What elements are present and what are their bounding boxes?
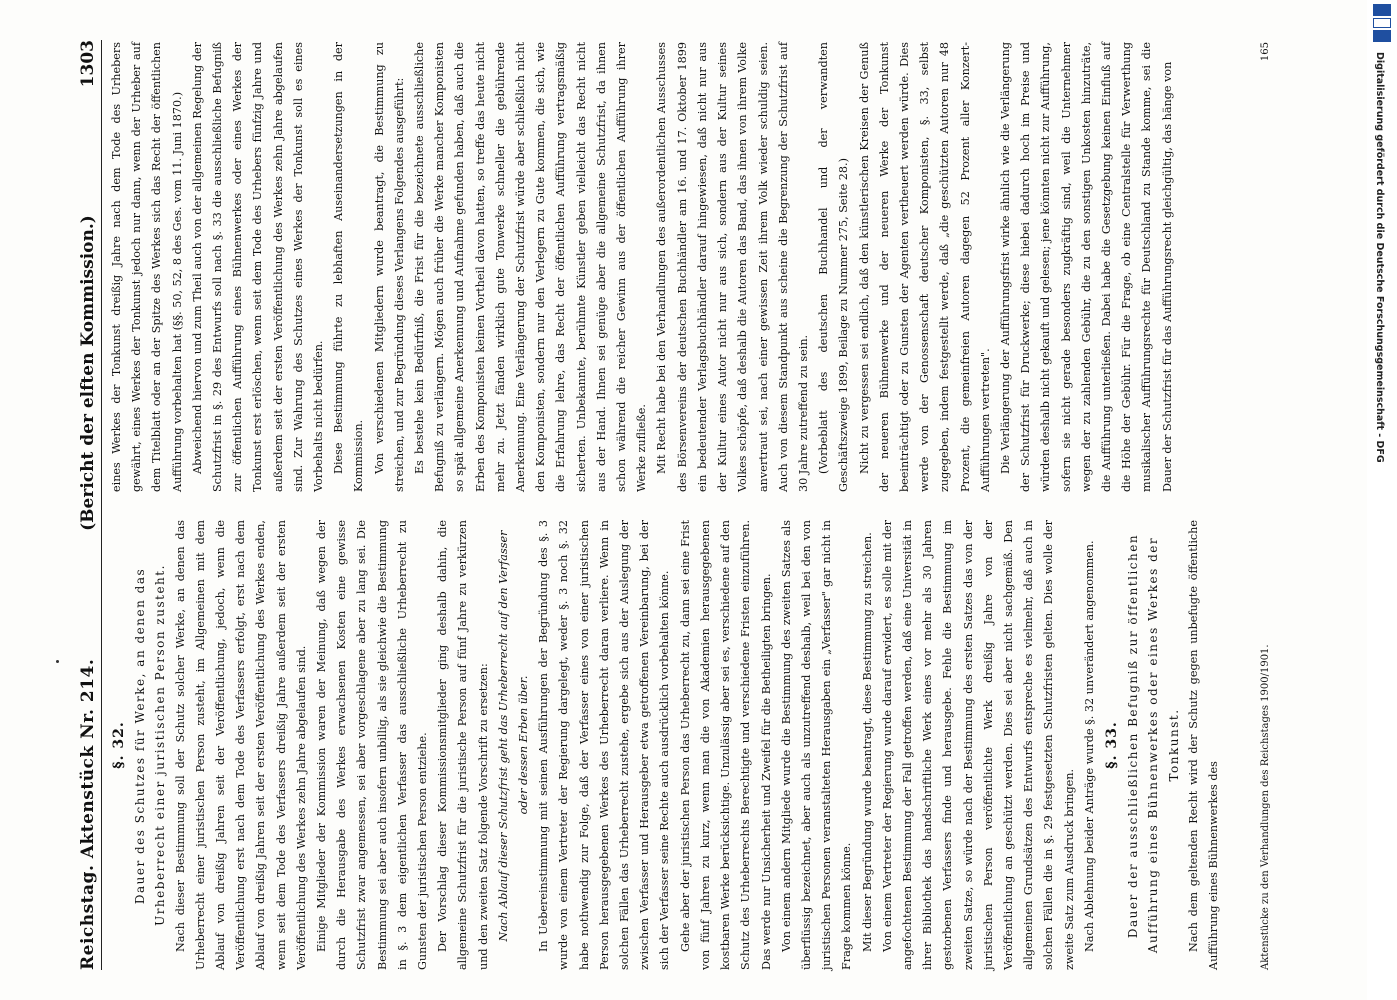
- dfg-logo-icon: [1372, 4, 1392, 50]
- sheet-signature: 165: [1260, 42, 1271, 62]
- running-header: [70, 40, 102, 970]
- right-column: [107, 42, 1178, 492]
- section-33-heading: §. 33.: [1103, 721, 1120, 769]
- paragraph: Von verschiedenen Mitgliedern wurde beantragt, die Bestimmung zu streichen, und zur Begründung dieses Verlangens Folgendes ausgeführt:: [372, 42, 406, 492]
- digitization-sidebar: [1367, 0, 1397, 1000]
- header-left: Reichstag. Aktenstück Nr. 214.: [78, 658, 98, 970]
- quoted-proposal: Nach Ablauf dieser Schutzfrist geht das Urheberrecht auf den Verfasser oder dessen Erben über.: [496, 530, 531, 942]
- dfg-funding-notice: [1371, 52, 1391, 463]
- paragraph: Mit Recht habe bei den Verhandlungen des außerordentlichen Ausschusses des Börsenvereins der deutschen Buchhändler am 16. und 17. Oktober 1899 ein bedeutender Verlagsbuchhändler darauf hingewiesen, daß nicht nur aus der Kultur eines Autor nicht nur aus sich, sondern aus der Kultur seines Volkes schöpfe, daß deshalb die Autoren das Band, das ihnen von ihrem Volke anvertraut sei, nach einer gewissen Zeit ihrem Volk wieder schuldig seien. Auch von diesem Standpunkt aus scheine die Begrenzung der Schutzfrist auf 30 Jahre zutreffend zu sein.: [655, 42, 810, 492]
- paragraph: Abweichend hiervon und zum Theil auch von der allgemeinen Regelung der Schutzfrist in §. 29 des Entwurfs soll nach §. 33 die ausschließliche Befugniß zur öffentlichen Aufführung eines Bühnenwerkes oder eines Werkes der Tonkunst erst erlöschen, wenn seit dem Tode des Urhebers fünfzig Jahre und außerdem seit der ersten Veröffentlichung des Werkes zehn Jahre abgelaufen sind. Zur Wahrung des Schutzes eines Werkes der Tonkunst soll es eines Vorbehalts nicht bedürfen.: [190, 42, 326, 492]
- paragraph: Diese Bestimmung führte zu lebhaften Auseinandersetzungen in der Kommission.: [332, 42, 366, 492]
- section-33-title: Dauer der ausschließlichen Befugniß zur öffentlichen Aufführung eines Bühnenwerkes oder eines Werkes der Tonkunst.: [1126, 533, 1181, 954]
- header-center: (Bericht der elften Kommission.): [78, 215, 98, 531]
- paragraph: Nach Ablehnung beider Anträge wurde §. 32 unverändert angenommen.: [1082, 540, 1096, 952]
- paragraph: Einige Mitglieder der Kommission waren der Meinung, daß wegen der durch die Herausgabe des Werkes erwachsenen Kosten eine gewisse Schutzfrist zwar angemessen, sei aber vorgeschlagene aber zu lang sei. Die Bestimmung sei aber auch insofern unbillig, als sie gleichwie die Bestimmung in §. 3 dem eigentlichen Verfasser das ausschließliche Urheberrecht zu Gunsten der juristischen Person entziehe.: [315, 520, 430, 970]
- paragraph: eines Werkes der Tonkunst dreißig Jahre nach dem Tode des Urhebers gewährt, eines Werkes der Tonkunst jedoch nur dann, wenn der Urheber auf dem Titelblatt oder an der Spitze des Werkes sich das Recht der öffentlichen Aufführung vorbehalten hat (§§. 50, 52, 8 des Ges. vom 11. Juni 1870.): [110, 42, 184, 492]
- paragraph: Die Verlängerung der Aufführungsfrist wirke ähnlich wie die Verlängerung der Schutzfrist für Druckwerke; diese hiebei dadurch hoch im Preise und würden deshalb nicht gekauft und gelesen; jene könnten nicht zur Aufführung, sofern sie nicht gerade besonders zugkräftig sind, weil die Unternehmer wegen der zu zahlenden Gebühr, die zu den sonstigen Unkosten hinzuträte, die Aufführung unterließen. Dabei habe die Gesetzgebung keinen Einfluß auf die Höhe der Gebühr. Für die Frage, ob eine Centralstelle für Verwerthung musikalischer Aufführungsrechte für Deutschland zu Stande komme, sei die Dauer der Schutzfrist für das Aufführungsrecht gleichgültig, das hänge von: [998, 42, 1174, 492]
- footnote: Aktenstücke zu den Verhandlungen des Reichstages 1900/1901.: [1260, 644, 1271, 970]
- page-number: 1303: [78, 40, 98, 88]
- paragraph: Nach dem geltenden Recht wird der Schutz gegen unbefugte öffentliche Aufführung eines Bühnenwerkes des: [1186, 520, 1220, 970]
- paragraph: Der Vorschlag dieser Kommissionsmitglieder ging deshalb dahin, die allgemeine Schutzfrist für die juristische Person auf fünf Jahre zu verkürzen und den zweiten Satz folgende Vorschrift zu ersetzen:: [436, 520, 490, 970]
- paragraph: Nach dieser Bestimmung soll der Schutz solcher Werke, an denen das Urheberrecht einer juristischen Person zusteht, im Allgemeinen mit dem Ablauf von dreißig Jahren seit der Veröffentlichung, jedoch, wenn die Veröffentlichung erst nach dem Tode des Verfassers erfolgt, erst nach dem Ablauf von dreißig Jahren seit der ersten Veröffentlichung des Werkes enden, wenn seit dem Tode des Verfassers dreißig Jahre außerdem seit der ersten Veröffentlichung des Werkes zehn Jahre abgelaufen sind.: [173, 520, 308, 970]
- section-32-title: Dauer des Schutzes für Werke, an denen das Urheberrecht einer juristischen Person zusteht.: [133, 564, 168, 926]
- left-column: [107, 520, 1224, 970]
- scan-speck: [56, 660, 59, 663]
- paragraph: (Vorbeblatt des deutschen Buchhandel und der verwandten Geschäftszweige 1899, Beilage zu Nummer 275, Seite 28.): [817, 42, 851, 492]
- section-32-heading: §. 32.: [111, 721, 127, 769]
- paragraph: In Uebereinstimmung mit seinen Ausführungen der Begründung des §. 3 wurde von einem Vertreter der Regierung dargelegt, weder §. 3 noch §. 32 habe nothwendig zur Folge, daß der Verfasser eines von einer juristischen Person herausgegebenen Werkes des Urheberrecht daran verliere. Wenn in solchen Fällen das Urheberrecht zustehe, ergebe sich aus der Auslegung der zwischen Verfasser und Herausgeber etwa getroffenen Vereinbarung, bei der sich der Verfasser seine Rechte auch ausdrücklich vorbehalten könne.: [537, 520, 672, 970]
- paragraph: Gehe aber der juristischen Person das Urheberrecht zu, dann sei eine Frist von fünf Jahren zu kurz, wenn man die von Akademien herausgegebenen kostbaren Werke berücksichtige. Unzulässig aber sei es, verschiedene auf den Schutz des Urheberrechts Berechtigte und verschiedene Fristen einzuführen. Das werde nur Unsicherheit und Zweifel für die Betheiligten bringen.: [678, 520, 773, 970]
- paragraph: Mit dieser Begründung wurde beantragt, diese Bestimmung zu streichen.: [860, 532, 874, 952]
- paragraph: Von einem andern Mitgliede wurde die Bestimmung des zweiten Satzes als überflüssig bezeichnet, aber auch als unzutreffend deshalb, weil bei den von juristischen Personen veranstalteten Herausgaben ein „Verfasser" gar nicht in Frage kommen könne.: [779, 520, 854, 970]
- dfg-notice-text: Digitalisierung gefördert durch die Deutsche Forschungsgemeinschaft - DFG: [1374, 52, 1385, 463]
- page-content: [78, 40, 1271, 970]
- paragraph: Es bestehe kein Bedürfniß, die Frist für die bezeichnete ausschließliche Befugniß zu verlängern. Mögen auch früher die Werke mancher Komponisten so spät allgemeine Anerkennung und Aufnahme gefunden haben, daß auch die Erben des Komponisten keinen Vortheil davon hatten, so treffe das heute nicht mehr zu. Jetzt fänden wirklich gute Tonwerke schneller die gebührende Anerkennung. Eine Verlängerung der Schutzfrist würde aber schließlich nicht den Komponisten, sondern nur den Verlegern zu Gute kommen, die sich, wie die Erfahrung lehre, das Recht der öffentlichen Aufführung vertragsmäßig sicherten. Unbekannte, berühmte Künstler geben vielleicht das Recht nicht aus der Hand. Ihnen sei genüge aber die allgemeine Schutzfrist, da ihnen schon während die reicher Gewinn aus der öffentlichen Aufführung ihrer Werke zufließe.: [413, 42, 649, 492]
- paragraph: Von einem Vertreter der Regierung wurde darauf erwidert, es solle mit der angefochtenen Bestimmung der Fall getroffen werden, daß eine Universität in ihrer Bibliothek das handschriftliche Werk eines vor mehr als 30 Jahren gestorbenen Verfassers finde und herausgebe. Fehle die Bestimmung im zweiten Satze, so würde nach der Bestimmung des ersten Satzes das von der juristischen Person veröffentlichte Werk dreißig Jahre von der Veröffentlichung an geschützt werden. Dies sei aber nicht sachgemäß. Den allgemeinen Grundsätzen des Entwurfs entspreche es vielmehr, daß auch in solchen Fällen die in §. 29 festgesetzten Schutzfristen gelten. Dies wolle der zweite Satz zum Ausdruck bringen.: [880, 520, 1076, 970]
- paragraph: Nicht zu vergessen sei endlich, daß den künstlerischen Kreisen der Genuß der neueren Bühnenwerke und der neueren Werke der Tonkunst beeinträchtigt oder zu Gunsten der Agenten vertheuert werden würde. Dies werde von der Genossenschaft deutscher Komponisten, §. 33, selbst zugegeben, indem festgestellt werde, daß „die geschützten Autoren nur 48 Prozent, die gemeinfreien Autoren dagegen 52 Prozent aller Konzert-Aufführungen vertreten".: [857, 42, 992, 492]
